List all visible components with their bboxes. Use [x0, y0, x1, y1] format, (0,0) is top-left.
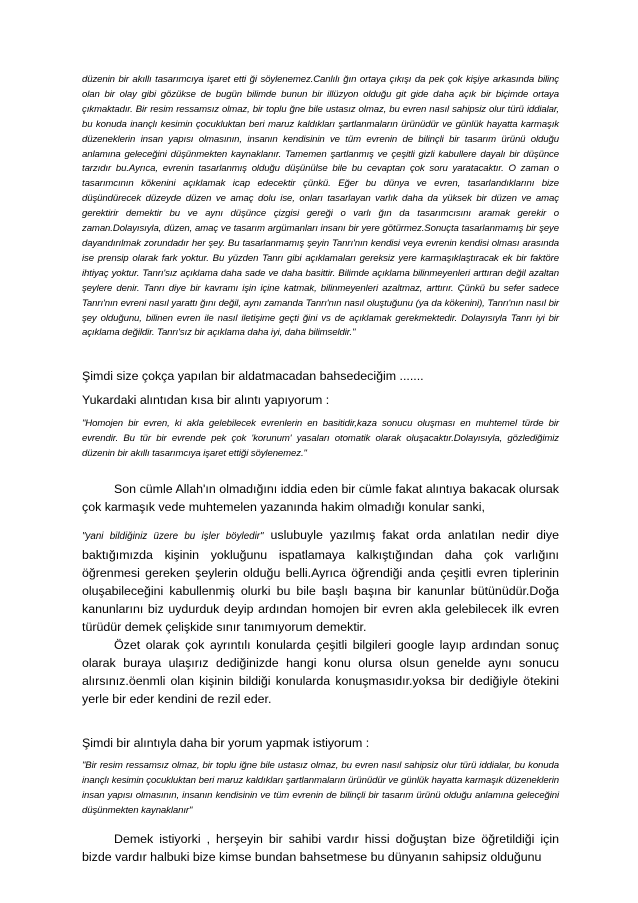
quote-block-1: düzenin bir akıllı tasarımcıya işaret etti ği söylenemez.Canlılı ğın ortaya çıkışı da pek çok kişiye arkasında bilinç olan bir olay gibi gözükse de bugün bilimde bunun bir illüzyon olduğu git gide daha açık bir biçimde ortaya çıkmaktadır. Bir resim ressamsız olmaz, bir toplu ğne bile ustasız olmaz, bu evren nasıl sahipsiz olur türü iddialar, bu konuda inançlı kesimin çocukluktan beri maruz kaldıkları şartlanmaların ürünüdür ve günlük hayatta karmaşık düzeneklerin insan yapısı olmasının, insanın kendisinin ve tüm evrenin de bilinçli bir tasarım ürünü olduğu anlamına geleceğini düşünmekten kaynaklanır. Tamemen şartlanmış ve çeşitli gizli kabullere dayalı bir düşünce tarzıdır bu.Ayrıca, evrenin tasarlanmış olduğu düşünülse bile bu cevaptan çok soru yaratacaktır. O zaman o tasarımcının kökenini açıklamak icap edecektir çünkü. Eğer bu dünya ve evren, tasarlandıklarını bize düşündürecek düzeyde düzen ve amaç dolu ise, onları tasarlayan varlık daha da yüksek bir düzen ve amaç gerektirir demektir bu ve aynı düşünce çizgisi gereği o varlı ğın da tasarımcısını aramak gerekir o zaman.Dolayısıyla, düzen, amaç ve tasarım argümanları insanı bir yere götürmez.Sonuçta tasarlanmamış bir şeye dayandırılmak zorundadır her şey. Bu tasarlanmamış şeyin Tanrı'nın kendisi veya evrenin kendisi olması arasında ise prensip olarak fark yoktur. Bu yüzden Tanrı gibi açıklamaları gereksiz yere karmaşıklaştıracak ek bir faktöre ihtiyaç yoktur. Tanrı'sız açıklama daha sade ve daha basittir. Bilimde açıklama bilinmeyenleri arttıran değil azaltan şeylere denir. Tanrı diye bir kavramı işin içine katmak, bilinmeyenleri azaltmaz, arttırır. Çünkü bu sefer sadece Tanrı'nın evreni nasıl yarattı ğını değil, aynı zamanda Tanrı'nın nasıl oluştuğunu (ya da kökenini), Tanrı'nın nasıl bir şey olduğunu, bilinen evren ile nasıl iletişime geçti ğini vs de açıklamak gerekmektedir. Dolayısıyla Tanrı iyi bir açıklama değildir. Tanrı'sız bir açıklama daha iyi, daha bilimseldir.": [82, 74, 559, 339]
paragraph-intro: Şimdi size çokça yapılan bir aldatmacadan bahsedeciğim .......: [82, 369, 424, 384]
paragraph-summary: Özet olarak çok ayrıntılı konularda çeşitli bilgileri google layıp ardından sonuç olarak buraya ulaşırız dediğinizde hangi konu olursa olsun genelde aynı sonucu alırsınız.öenmli olan kişinin bildiği konularda konuşmasıdır.yoksa bir dediğiyle ötekini yerle bir eder kendini de rezil eder.: [82, 638, 559, 707]
paragraph-last-sentence: Son cümle Allah'ın olmadığını iddia eden bir cümle fakat alıntıya bakacak olursak çok karmaşık vede muhtemelen yazanında hakim olmadığı konular sanki,: [82, 482, 559, 515]
quote-block-2: "Homojen bir evren, ki akla gelebilecek evrenlerin en basitidir,kaza sonucu oluşması en muhtemel türde bir evrendir. Bu tür bir evrende pek çok 'korunum' yasaları otomatik olarak oluşacaktır.Dolayısıyla, gözlediğimiz düzenin bir akıllı tasarımcıya işaret ettiği söylenemez.": [82, 418, 559, 460]
paragraph-second-quote-lead: Şimdi bir alıntıyla daha bir yorum yapmak istiyorum :: [82, 736, 370, 751]
paragraph-quote-lead: Yukardaki alıntıdan kısa bir alıntı yapıyorum :: [82, 393, 330, 408]
paragraph-analysis-text: uslubuyle yazılmış fakat orda anlatılan nedir diye baktığımızda kişinin yokluğunu ispatlamaya kalkıştığından daha çok varlığını öğrenmesi gereken şeylerin olduğu belli.Ayrıca öğrendiği anda çeşitli evren tiplerinin oluşabileceğini kabullenmiş olurki bu bile başlı başına bir kanunlar bütünüdür.Doğa kanunlarını biz uydurduk deyip ardından homojen bir evren akla gelebilecek ilk evren türüdür demek çelişkide sınır tanımıyorum demektir.: [82, 528, 559, 635]
inline-quote: "yani bildiğiniz üzere bu işler böyledir": [82, 531, 264, 543]
quote-block-3: "Bir resim ressamsız olmaz, bir toplu iğne bile ustasız olmaz, bu evren nasıl sahipsiz olur türü iddialar, bu konuda inançlı kesimin çocukluktan beri maruz kaldıkları şartlanmaların ürünüdür ve günlük hayatta karmaşık düzeneklerin insan yapısı olmasının, insanın kendisinin ve tüm evrenin de bilinçli bir tasarım ürünü olduğu anlamına geleceğini düşünmekten kaynaklanır": [82, 760, 559, 816]
paragraph-comment: Demek istiyorki , herşeyin bir sahibi vardır hissi doğuştan bize öğretildiği için bizde vardır halbuki bize kimse bundan bahsetmese bu dünyanın sahipsiz olduğunu: [82, 831, 559, 864]
document-page: [82, 73, 559, 866]
paragraph-analysis: [82, 526, 559, 636]
